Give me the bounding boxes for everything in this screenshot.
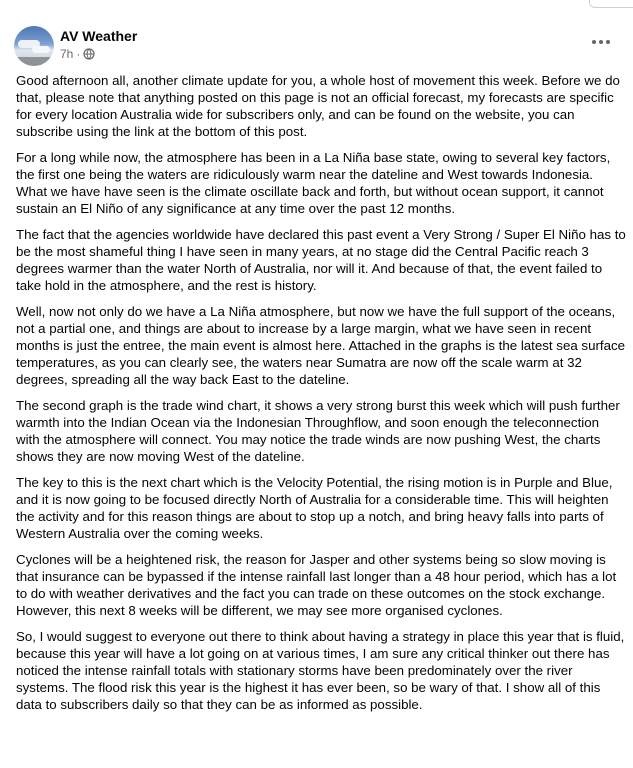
globe-icon[interactable] — [83, 48, 95, 60]
post-paragraph: The key to this is the next chart which is the Velocity Potential, the rising motion is in Purple and Blue, and it is now going to be focused directly North of Australia for a considerable time. This will heighten the activity and for this reason things are about to stop up a notch, and bring heavy falls into parts of Western Australia over the coming weeks. — [16, 475, 613, 541]
post-paragraph: The second graph is the trade wind chart, it shows a very strong burst this week which will push further warmth into the Indian Ocean via the Indonesian Throughflow, and soon enough the teleconnection with the atmosphere will connect. You may notice the trade winds are now pushing West, the charts shows they are now moving West of the dateline. — [16, 398, 620, 464]
avatar[interactable] — [14, 26, 54, 66]
post-paragraph: The fact that the agencies worldwide have declared this past event a Very Strong / Super El Niño has to be the most shameful thing I have seen in many years, at no stage did the Central Pacific reach 3 degrees warmer than the water North of Australia, nor will it. And because of that, the event failed to take hold in the atmosphere, and the rest is history. — [16, 227, 626, 293]
meta-separator: · — [76, 47, 81, 61]
adjacent-panel-edge — [589, 0, 633, 8]
more-options-button[interactable] — [583, 28, 619, 56]
more-icon — [592, 40, 610, 44]
post-header — [14, 26, 619, 66]
page-name[interactable]: AV Weather — [60, 28, 138, 44]
post-paragraph: So, I would suggest to everyone out there to think about having a strategy in place this year that is fluid, because this year will have a lot going on at various times, I am sure any critical thinker out there has noticed the intense rainfall totals with stationary storms have been predominately over the river systems. The flood risk this year is the highest it has ever been, so be wary of that. I show all of this data to subscribers daily so that they can be as informed as possible. — [16, 629, 625, 712]
post-meta — [60, 47, 95, 61]
post-paragraph: For a long while now, the atmosphere has been in a La Niña base state, owing to several key factors, the first one being the waters are ridiculously warm near the dateline and West towards Indonesia. What we have have seen is the climate oscillate back and forth, but without ocean support, it cannot sustain an El Niño of any significance at any time over the past 12 months. — [16, 150, 611, 216]
post-paragraph: Well, now not only do we have a La Niña atmosphere, but now we have the full support of the oceans, not a partial one, and things are about to increase by a large margin, what we have seen in recent months is just the entree, the main event is almost here. Attached in the graphs is the latest sea surface temperatures, as you can clearly see, the waters near Sumatra are now off the scale warm at 32 degrees, spreading all the way back East to the dateline. — [16, 304, 626, 387]
post-timestamp[interactable]: 7h — [60, 47, 74, 61]
post-paragraph: Cyclones will be a heightened risk, the reason for Jasper and other systems being so slow moving is that insurance can be bypassed if the intense rainfall last longer than a 48 hour period, which has a lot to do with weather derivatives and the fact you can trade on these outcomes on the stock exchange. However, this next 8 weeks will be different, we may see more organised cyclones. — [16, 552, 617, 618]
post-body — [16, 72, 626, 722]
post-paragraph: Good afternoon all, another climate update for you, a whole host of movement this week. Before we do that, please note that anything posted on this page is not an official forecast, my forecasts are specific for every location Australia wide for subscribers only, and can be found on the website, you can subscribe using the link at the bottom of this post. — [16, 73, 620, 139]
